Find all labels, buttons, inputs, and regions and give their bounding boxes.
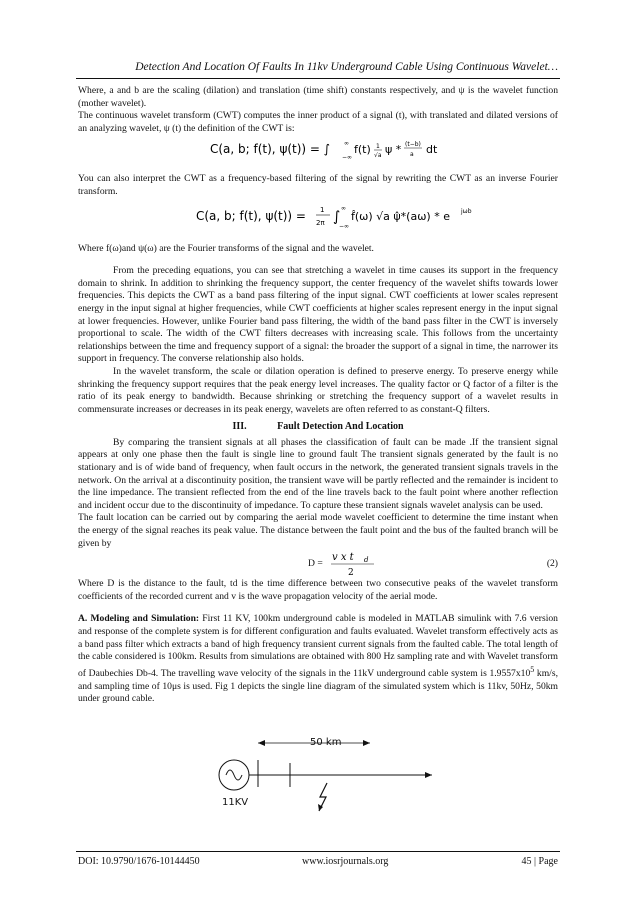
- subsection-heading: A. Modeling and Simulation:: [78, 613, 200, 625]
- svg-text:√a: √a: [374, 152, 382, 160]
- paragraph-fourier-transforms: Where f(ω)and ψ(ω) are the Fourier transforms of the signal and the wavelet.: [78, 242, 374, 254]
- sine-wave-icon: [226, 770, 242, 780]
- equation-distance-lhs: D =: [308, 558, 323, 570]
- svg-text:v x t: v x t: [332, 552, 354, 564]
- paragraph-transient-signals: By comparing the transient signals at all phases the classification of fault can be made .If the transient signal appears at only one phase then the fault is single line to ground fault The transient signals generated by the fault is no stationary and is of wide band of frequency, when fault occurs in the network, the generated transient signals travels in the network. On the arrival at a discontinuity position, the transient wave will be partly reflected and the remainder is incident to the line impedance. The transient reflected from the end of the line travels back to the fault point where another reflection and incident occur due to the discontinuity of impedance. To capture these transient signals wavelet analysis can be used.: [78, 436, 558, 511]
- section-title: Fault Detection And Location: [277, 421, 404, 433]
- distance-arrow-right-head: [363, 740, 370, 746]
- svg-text:−∞: −∞: [342, 154, 353, 162]
- svg-text:2: 2: [348, 568, 354, 579]
- equation-inverse-fourier-graphic: [158, 200, 478, 232]
- distance-arrow-left-head: [258, 740, 265, 746]
- paragraph-modeling-text-a: First 11 KV, 100km underground cable is modeled in MATLAB simulink with 7.6 version and response of the complete system is for different configuration and faults evaluated. Wavelet transform effectively acts as a band pass filter which extracts a band of high frequency transient current signals from the faulted cable. The total length of the cable considered is 100km. Results from simulations are obtained with 800 Hz sampling rate and with Wavelet transform of Daubechies Db-4. The travelling wave velocity of the signals in the 11kV underground cable system is 1.9557x10: [78, 613, 558, 679]
- section-number: III.: [232, 421, 247, 433]
- equation-cwt-inverse-fourier: [78, 200, 558, 232]
- footer-page-number: 45 | Page: [521, 856, 558, 867]
- exponent: 5: [530, 664, 535, 674]
- svg-text:C(a, b; f(t), ψ(t)) = ∫: C(a, b; f(t), ψ(t)) = ∫: [210, 142, 331, 157]
- page-body: [78, 85, 558, 706]
- header-rule: [76, 78, 560, 79]
- svg-text:(t−b): (t−b): [405, 141, 421, 149]
- svg-text:a: a: [410, 151, 414, 159]
- section-heading: [78, 421, 558, 434]
- footer-doi: DOI: 10.9790/1676-10144450: [78, 856, 200, 867]
- distance-label: 50 km: [310, 737, 342, 748]
- equation-number: (2): [546, 558, 558, 570]
- svg-text:f(t): f(t): [354, 143, 371, 157]
- footer-website: www.iosrjournals.org: [302, 856, 389, 867]
- paragraph-modeling-text-b: km/s, and sampling time of 10μs is used. Fig 1 depicts the single line diagram of the simulated system which is 11kv, 50Hz, 50km under ground cable.: [78, 667, 558, 705]
- paragraph-constant-q: In the wavelet transform, the scale or dilation operation is defined to preserve energy. To preserve energy while shrinking the frequency support requires that the peak energy level increases. The quality factor or Q factor of a filter is the ratio of its peak energy to bandwidth. Because shrinking or stretching the frequency support of a wavelet results in commensurate increases or decreases in its peak energy, wavelets are often referred to as constant-Q filters.: [78, 365, 558, 415]
- svg-text:f̂(ω) √a ψ̂*(aω) * e: f̂(ω) √a ψ̂*(aω) * e: [351, 209, 450, 223]
- svg-text:1: 1: [320, 205, 325, 214]
- svg-text:∞: ∞: [344, 140, 349, 148]
- svg-text:1: 1: [376, 143, 380, 151]
- paragraph-wavelet-params: Where, a and b are the scaling (dilation) and translation (time shift) constants respectively, and ψ is the wavelet function (mother wavelet).: [78, 85, 558, 109]
- source-label: 11KV: [222, 797, 249, 808]
- equation-cwt-graphic: [188, 136, 448, 162]
- svg-text:jωb: jωb: [461, 207, 472, 215]
- paragraph-modeling-simulation: [78, 613, 558, 705]
- single-line-diagram: [200, 735, 440, 835]
- svg-text:ψ *: ψ *: [385, 143, 402, 157]
- svg-text:−∞: −∞: [339, 222, 350, 230]
- svg-text:C(a, b; f(t), ψ(t)) =: C(a, b; f(t), ψ(t)) =: [196, 208, 306, 223]
- paragraph-distance-definition: Where D is the distance to the fault, td is the time difference between two consecutive peaks of the wavelet transform coefficients of the recorded current and v is the wave propagation velocity of the aerial mode.: [78, 578, 558, 602]
- equation-distance-fraction: [330, 550, 378, 578]
- paragraph-cwt-definition: The continuous wavelet transform (CWT) computes the inner product of a signal (t), with translated and dilated versions of an analyzing wavelet, ψ (t) the definition of the CWT is:: [78, 110, 558, 134]
- equation-distance: [78, 550, 558, 578]
- paragraph-fault-location: The fault location can be carried out by comparing the aerial mode wavelet coefficient to determine the time instant when the energy of the signal reaches its peak value. The distance between the fault point and the bus of the faulted branch will be given by: [78, 512, 558, 549]
- svg-text:∫: ∫: [333, 208, 341, 225]
- cable-arrow-head: [425, 772, 432, 778]
- svg-text:dt: dt: [426, 143, 438, 157]
- svg-text:2π: 2π: [316, 218, 325, 227]
- svg-text:d: d: [364, 556, 369, 565]
- paragraph-cwt-fourier: You can also interpret the CWT as a frequency-based filtering of the signal by rewriting the CWT as an inverse Fourier transform.: [78, 173, 558, 197]
- equation-cwt: [78, 136, 558, 162]
- single-line-diagram-graphic: [200, 735, 440, 835]
- svg-text:∞: ∞: [341, 204, 346, 212]
- paragraph-frequency-support: From the preceding equations, you can see that stretching a wavelet in time causes its support in the frequency domain to shrink. In addition to shrinking the frequency support, the center frequency of the wavelet shifts towards lower frequencies. This depicts the CWT as a band pass filtering of the input signal. CWT coefficients at lower scales represent energy in the input signal at higher frequencies, while CWT coefficients at higher scales represent energy in the input signal at lower frequencies. However, unlike Fourier band pass filtering, the width of the band pass filter in the CWT is inversely proportional to scale. The width of the CWT filters decreases with increasing scale. This follows from the uncertainty relationships between the time and frequency support of a signal: the broader the support of a signal in time, the narrower its support in frequency. The converse relationship also holds.: [78, 265, 558, 365]
- running-header: Detection And Location Of Faults In 11kv Underground Cable Using Continuous Wavelet…: [135, 61, 558, 73]
- footer-rule: [76, 851, 560, 852]
